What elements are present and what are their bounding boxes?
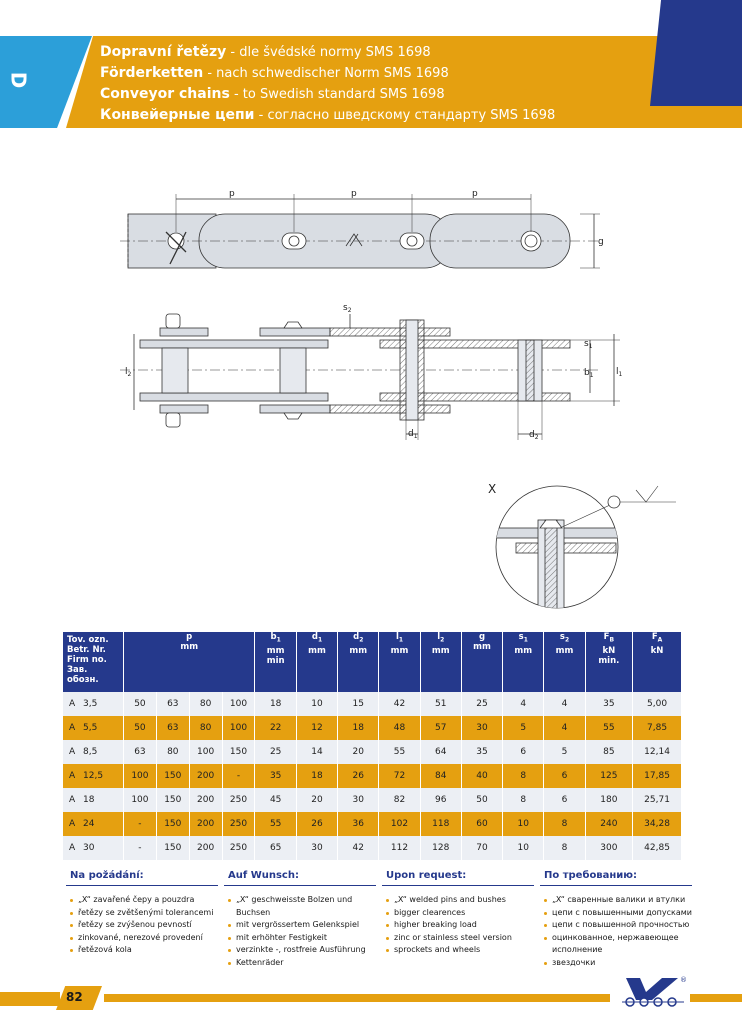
table-cell: 25 — [462, 692, 502, 716]
table-cell: 25,71 — [633, 788, 681, 812]
table-cell: 30 — [338, 788, 378, 812]
column-unit: mm — [266, 645, 285, 656]
table-cell: - — [124, 836, 156, 860]
list-item: higher breaking load — [386, 919, 534, 932]
table-row — [63, 788, 681, 812]
table-cell: 55 — [379, 740, 419, 764]
list-item: řetězová kola — [70, 944, 218, 957]
table-cell: 4 — [503, 692, 543, 716]
table-cell: 18 — [255, 692, 295, 716]
header-g — [462, 632, 502, 692]
options-cz — [66, 870, 218, 957]
table-cell: 8 — [503, 788, 543, 812]
table-row — [63, 740, 681, 764]
table-cell: 42 — [379, 692, 419, 716]
table-cell: 4 — [544, 716, 584, 740]
column-symbol: $F_A$ — [651, 632, 663, 644]
table-cell: 30 — [462, 716, 502, 740]
label-detail-x: X — [488, 482, 497, 496]
table-row — [63, 764, 681, 788]
column-symbol: $F_B$ — [603, 632, 615, 644]
list-item: цепи с повышенной прочностью — [544, 919, 692, 932]
header-s1 — [503, 632, 543, 692]
table-cell: 125 — [586, 764, 632, 788]
column-symbol: $s_1$ — [518, 632, 528, 644]
cell-firm-no: A 30 — [63, 836, 123, 860]
options-list — [224, 894, 376, 969]
header-b1 — [255, 632, 295, 692]
registered-mark: ® — [680, 976, 687, 984]
table-cell: 8 — [544, 836, 584, 860]
table-cell: 150 — [223, 740, 255, 764]
column-symbol: $l_2$ — [437, 632, 445, 644]
header-l1 — [379, 632, 419, 692]
column-symbol: $s_2$ — [559, 632, 570, 644]
table-cell: 100 — [223, 716, 255, 740]
options-de — [224, 870, 376, 969]
label-b1: $b_1$ — [584, 368, 594, 379]
table-cell: 80 — [157, 740, 189, 764]
column-unit: kN — [602, 645, 616, 656]
label-pitch-2: p — [351, 189, 357, 199]
table-cell: 40 — [462, 764, 502, 788]
table-cell: 150 — [157, 788, 189, 812]
label-s2: $s_2$ — [343, 303, 352, 314]
table-cell: 51 — [421, 692, 461, 716]
options-title: Upon request: — [382, 870, 534, 886]
label-g: g — [598, 237, 604, 247]
list-item: mit vergrössertem Gelenkspiel — [228, 919, 376, 932]
column-symbol: $b_1$ — [270, 632, 281, 644]
options-list — [66, 894, 218, 957]
table-cell: 5 — [544, 740, 584, 764]
chain-plan-view — [120, 314, 620, 440]
title-line-cz: Dopravní řetězy - dle švédské normy SMS 1698 — [100, 44, 431, 60]
list-item: bigger clearences — [386, 907, 534, 920]
table-cell: 35 — [586, 692, 632, 716]
table-row — [63, 716, 681, 740]
column-unit: min. — [598, 655, 620, 666]
list-item: Kettenräder — [228, 957, 376, 970]
table-cell: 18 — [297, 764, 337, 788]
cell-firm-no: A 8,5 — [63, 740, 123, 764]
list-item: „X“ welded pins and bushes — [386, 894, 534, 907]
table-cell: 57 — [421, 716, 461, 740]
table-cell: 100 — [124, 788, 156, 812]
detail-x-view — [490, 486, 676, 620]
table-cell: 7,85 — [633, 716, 681, 740]
table-cell: 70 — [462, 836, 502, 860]
table-cell: 150 — [157, 764, 189, 788]
table-cell: 102 — [379, 812, 419, 836]
table-cell: 10 — [503, 836, 543, 860]
list-item: „X“ сваренные валики и втулки — [544, 894, 692, 907]
table-cell: 6 — [503, 740, 543, 764]
cell-firm-no: A 18 — [63, 788, 123, 812]
list-item: звездочки — [544, 957, 692, 970]
table-cell: 6 — [544, 788, 584, 812]
table-cell: 180 — [586, 788, 632, 812]
label-s1: $s_1$ — [584, 339, 593, 350]
table-cell: 240 — [586, 812, 632, 836]
table-cell: 96 — [421, 788, 461, 812]
table-cell: 65 — [255, 836, 295, 860]
title-line-ru: Конвейерные цепи - согласно шведскому стандарту SMS 1698 — [100, 107, 556, 123]
table-cell: 22 — [255, 716, 295, 740]
table-cell: 17,85 — [633, 764, 681, 788]
title-line-de: Förderketten - nach schwedischer Norm SMS 1698 — [100, 65, 449, 81]
table-cell: 5,00 — [633, 692, 681, 716]
table-cell: 26 — [297, 812, 337, 836]
label-pitch-1: p — [229, 189, 235, 199]
cell-firm-no: A 5,5 — [63, 716, 123, 740]
header-fa — [633, 632, 681, 692]
table-cell: 150 — [157, 812, 189, 836]
column-symbol: $d_1$ — [311, 632, 323, 644]
table-cell: 200 — [190, 812, 222, 836]
list-item: оцинкованное, нержавеющее исполнение — [544, 932, 692, 957]
table-cell: 84 — [421, 764, 461, 788]
table-cell: 5 — [503, 716, 543, 740]
table-cell: 8 — [503, 764, 543, 788]
list-item: sprockets and wheels — [386, 944, 534, 957]
header-pitch: p mm — [124, 632, 254, 692]
column-symbol: $d_2$ — [353, 632, 364, 644]
list-item: zinc or stainless steel version — [386, 932, 534, 945]
table-cell: 25 — [255, 740, 295, 764]
cell-firm-no: A 3,5 — [63, 692, 123, 716]
table-cell: 55 — [255, 812, 295, 836]
footer-bar-left — [0, 992, 60, 1006]
table-cell: 4 — [544, 692, 584, 716]
options-list — [540, 894, 692, 969]
table-cell: 63 — [157, 692, 189, 716]
table-cell: 10 — [297, 692, 337, 716]
table-cell: 150 — [157, 836, 189, 860]
column-unit: mm — [431, 645, 450, 656]
label-l2: $l_2$ — [125, 367, 132, 378]
list-item: „X“ geschweisste Bolzen und Buchsen — [228, 894, 376, 919]
table-cell: 36 — [338, 812, 378, 836]
options-ru — [540, 870, 692, 969]
table-cell: 64 — [421, 740, 461, 764]
column-unit: min — [266, 655, 285, 666]
table-cell: 10 — [503, 812, 543, 836]
table-cell: 63 — [157, 716, 189, 740]
table-cell: - — [223, 764, 255, 788]
table-cell: 18 — [338, 716, 378, 740]
table-cell: 100 — [190, 740, 222, 764]
table-cell: 15 — [338, 692, 378, 716]
options-list — [382, 894, 534, 957]
footer-bar-right — [690, 994, 742, 1002]
spec-table — [62, 632, 682, 860]
table-cell: 80 — [190, 692, 222, 716]
column-symbol: g — [478, 632, 486, 642]
table-cell: - — [124, 812, 156, 836]
list-item: verzinkte -, rostfreie Ausführung — [228, 944, 376, 957]
table-cell: 100 — [124, 764, 156, 788]
table-cell: 20 — [338, 740, 378, 764]
company-logo-icon — [618, 972, 690, 1012]
label-l1: $l_1$ — [616, 367, 623, 378]
table-cell: 12 — [297, 716, 337, 740]
table-cell: 250 — [223, 788, 255, 812]
table-cell: 14 — [297, 740, 337, 764]
table-header-row — [63, 632, 681, 692]
table-row — [63, 836, 681, 860]
header-firm-no: Tov. ozn. Betr. Nr. Firm no. Зав. обозн. — [63, 632, 123, 692]
table-cell: 128 — [421, 836, 461, 860]
table-cell: 200 — [190, 764, 222, 788]
options-title: Na požádání: — [66, 870, 218, 886]
table-cell: 12,14 — [633, 740, 681, 764]
table-cell: 8 — [544, 812, 584, 836]
header-fb — [586, 632, 632, 692]
table-cell: 55 — [586, 716, 632, 740]
column-symbol: $l_1$ — [395, 632, 404, 644]
header-s2 — [544, 632, 584, 692]
list-item: mit erhöhter Festigkeit — [228, 932, 376, 945]
column-unit: mm — [514, 645, 533, 656]
list-item: цепи с повышенными допусками — [544, 907, 692, 920]
table-cell: 100 — [223, 692, 255, 716]
chain-side-view — [120, 194, 600, 268]
table-cell: 30 — [297, 836, 337, 860]
table-cell: 63 — [124, 740, 156, 764]
column-unit: mm — [390, 645, 409, 656]
table-body — [63, 692, 681, 860]
table-cell: 42,85 — [633, 836, 681, 860]
table-cell: 35 — [462, 740, 502, 764]
table-cell: 50 — [462, 788, 502, 812]
table-cell: 42 — [338, 836, 378, 860]
table-cell: 118 — [421, 812, 461, 836]
column-unit: kN — [650, 645, 664, 656]
table-cell: 60 — [462, 812, 502, 836]
table-cell: 200 — [190, 836, 222, 860]
table-cell: 85 — [586, 740, 632, 764]
column-unit: mm — [349, 645, 368, 656]
column-unit: mm — [308, 645, 326, 656]
options-title: По требованию: — [540, 870, 692, 886]
table-cell: 300 — [586, 836, 632, 860]
cell-firm-no: A 12,5 — [63, 764, 123, 788]
table-cell: 80 — [190, 716, 222, 740]
list-item: „X“ zavařené čepy a pouzdra — [70, 894, 218, 907]
table-cell: 34,28 — [633, 812, 681, 836]
table-row — [63, 692, 681, 716]
header-d1 — [297, 632, 337, 692]
label-pitch-3: p — [472, 189, 478, 199]
label-d1: $d_1$ — [408, 429, 418, 440]
header-l2 — [421, 632, 461, 692]
cell-firm-no: A 24 — [63, 812, 123, 836]
table-cell: 82 — [379, 788, 419, 812]
label-d2: $d_2$ — [529, 430, 539, 441]
table-row — [63, 812, 681, 836]
table-cell: 45 — [255, 788, 295, 812]
list-item: zinkované, nerezové provedení — [70, 932, 218, 945]
footer-bar — [104, 994, 610, 1002]
table-cell: 50 — [124, 716, 156, 740]
title-line-en: Conveyor chains - to Swedish standard SMS 1698 — [100, 86, 445, 102]
options-en — [382, 870, 534, 957]
table-cell: 35 — [255, 764, 295, 788]
table-cell: 250 — [223, 812, 255, 836]
table-cell: 112 — [379, 836, 419, 860]
table-cell: 72 — [379, 764, 419, 788]
table-cell: 50 — [124, 692, 156, 716]
table-cell: 48 — [379, 716, 419, 740]
table-cell: 20 — [297, 788, 337, 812]
list-item: řetězy se zvýšenou pevností — [70, 919, 218, 932]
header-d2 — [338, 632, 378, 692]
table-cell: 26 — [338, 764, 378, 788]
section-letter: D — [6, 71, 31, 89]
column-unit: mm — [555, 645, 574, 656]
table-cell: 250 — [223, 836, 255, 860]
column-unit: mm — [473, 642, 491, 652]
page-number: 82 — [66, 990, 83, 1004]
table-cell: 200 — [190, 788, 222, 812]
list-item: řetězy se zvětšenými tolerancemi — [70, 907, 218, 920]
options-title: Auf Wunsch: — [224, 870, 376, 886]
table-cell: 6 — [544, 764, 584, 788]
